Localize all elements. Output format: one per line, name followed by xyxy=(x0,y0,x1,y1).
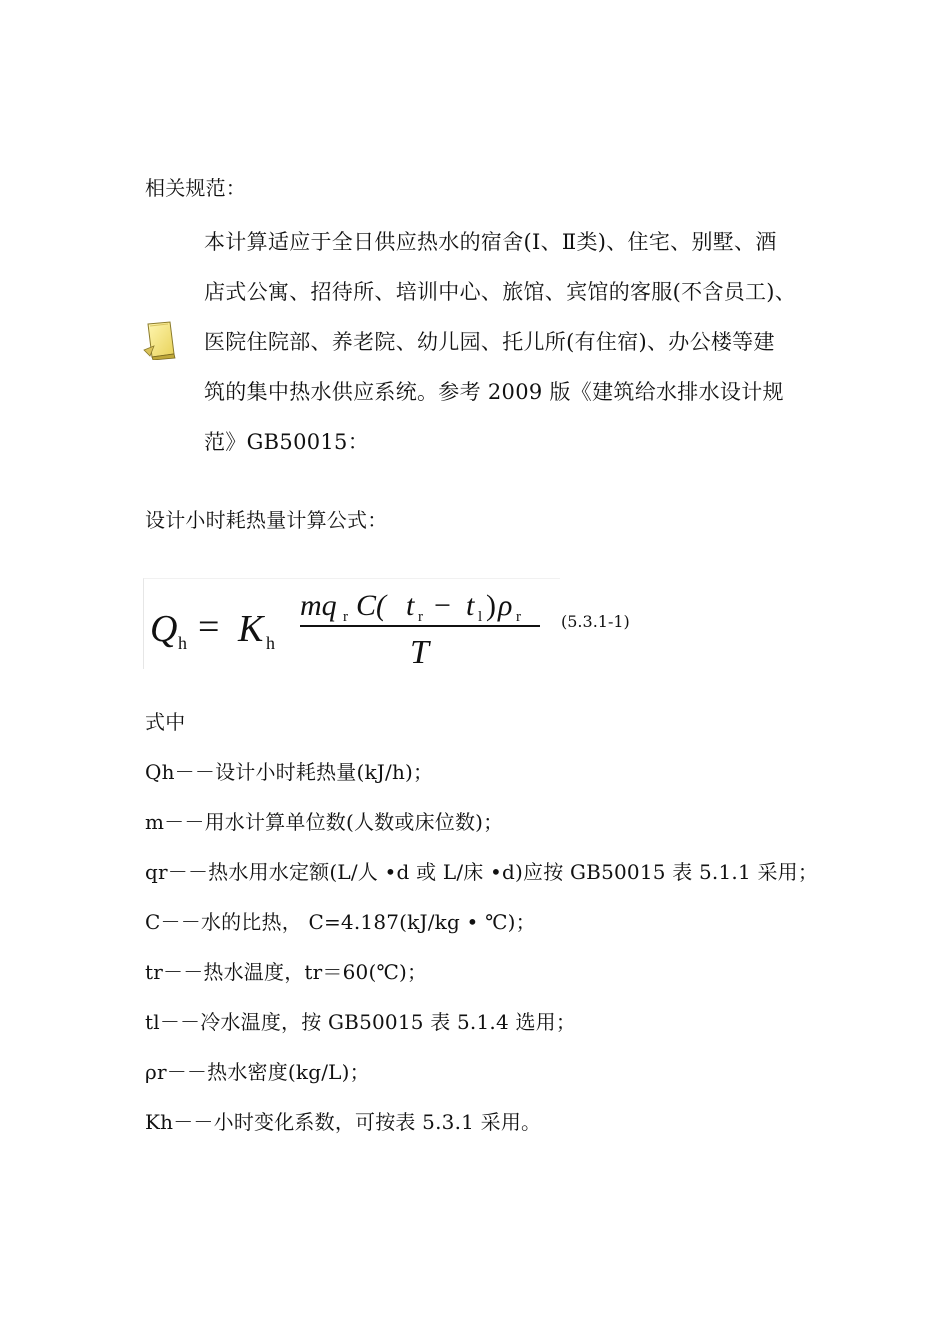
notepad-icon xyxy=(142,320,178,360)
definition-m: m－－用水计算单位数(人数或床位数)； xyxy=(145,810,504,834)
formula-num-rho: ρ xyxy=(498,589,513,622)
formula-number: (5.3.1-1) xyxy=(561,612,630,631)
formula-equals: = xyxy=(198,606,220,648)
definition-rho: ρr－－热水密度(kg/L)； xyxy=(145,1060,370,1084)
note-line-5: 范》GB50015： xyxy=(204,430,370,454)
definition-qh: Qh－－设计小时耗热量(kJ/h)； xyxy=(145,760,434,784)
formula-svg xyxy=(144,579,560,669)
formula-num-rho-sub: r xyxy=(516,609,521,625)
note-line-3: 医院住院部、养老院、幼儿园、托儿所(有住宿)、办公楼等建 xyxy=(204,330,775,354)
formula-num-t2-sub: l xyxy=(478,609,483,625)
where-heading: 式中 xyxy=(145,710,186,734)
definition-tl: tl－－冷水温度，按 GB50015 表 5.1.4 选用； xyxy=(145,1010,577,1034)
note-line-2: 店式公寓、招待所、培训中心、旅馆、宾馆的客服(不含员工)、 xyxy=(204,280,797,304)
formula-num-close: ) xyxy=(486,589,496,622)
formula-heading: 设计小时耗热量计算公式： xyxy=(145,508,388,532)
definition-kh: Kh－－小时变化系数，可按表 5.3.1 采用。 xyxy=(145,1110,542,1134)
formula-num-minus: − xyxy=(434,589,451,622)
formula-num-mq: mq xyxy=(300,589,337,622)
formula-denominator: T xyxy=(410,634,429,669)
formula-num-t2: t xyxy=(466,589,475,622)
definition-qr: qr－－热水用水定额(L/人 •d 或 L/床 •d)应按 GB50015 表 5.1.1 采用； xyxy=(145,860,819,884)
formula-num-c: C( xyxy=(356,589,386,622)
formula-image xyxy=(143,578,560,669)
definition-c: C－－水的比热， C=4.187(kJ/kg • ℃)； xyxy=(145,910,536,934)
formula-lhs: Q xyxy=(150,608,178,650)
formula-lhs-sub: h xyxy=(178,633,187,653)
definition-tr: tr－－热水温度，tr＝60(℃)； xyxy=(145,960,428,984)
formula-num-t1-sub: r xyxy=(418,609,423,625)
formula-coef: K xyxy=(238,608,264,650)
note-line-1: 本计算适应于全日供应热水的宿舍(I、Ⅱ类)、住宅、别墅、酒 xyxy=(204,230,777,254)
formula-coef-sub: h xyxy=(266,633,275,653)
related-standards-heading: 相关规范： xyxy=(145,176,246,200)
formula-num-t1: t xyxy=(406,589,415,622)
note-line-4: 筑的集中热水供应系统。参考 2009 版《建筑给水排水设计规 xyxy=(204,380,784,404)
formula-num-mq-sub: r xyxy=(343,609,348,625)
